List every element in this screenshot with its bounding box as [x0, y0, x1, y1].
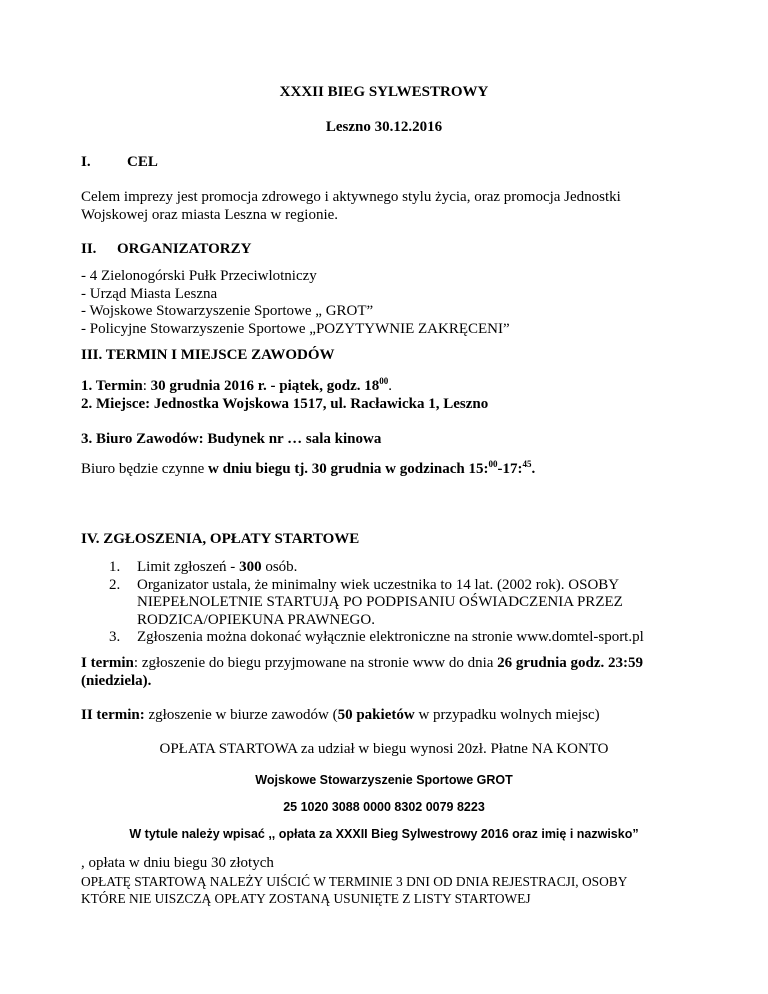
list-item: [81, 559, 696, 577]
fee-footer-line: OPŁATĘ STARTOWĄ NALEŻY UIŚCIĆ W TERMINIE 3 DNI OD DNIA REJESTRACJI, OSOBY: [81, 873, 628, 889]
date-time-sup: 00: [379, 376, 389, 386]
transfer-title-note: W tytule należy wpisać ,, opłata za XXXII Bieg Sylwestrowy 2016 oraz imię i nazwisko”: [129, 827, 639, 841]
office-line: 3. Biuro Zawodów: Budynek nr … sala kinowa: [81, 431, 382, 447]
list-item-number: 2.: [109, 576, 121, 593]
organizer-item: - Wojskowe Stowarzyszenie Sportowe „ GROT”: [81, 303, 374, 319]
section-1-heading: [81, 154, 696, 172]
document-subtitle: Leszno 30.12.2016: [325, 119, 443, 135]
second-term: [81, 707, 696, 725]
section-1-body-line: Celem imprezy jest promocja zdrowego i aktywnego stylu życia, oraz promocja Jednostki: [81, 189, 621, 205]
place-line: 2. Miejsce: Jednostka Wojskowa 1517, ul. Racławicka 1, Leszno: [81, 396, 489, 412]
second-term-label: II termin:: [81, 707, 145, 723]
first-term: [81, 655, 696, 690]
list-item: [81, 629, 696, 647]
fee-footer-line: , opłata w dniu biegu 30 złotych: [81, 855, 274, 871]
list-item-number: 3.: [109, 629, 121, 645]
list-item: [81, 577, 696, 630]
organizer-item: - Urząd Miasta Leszna: [81, 285, 218, 302]
date-colon: :: [142, 378, 151, 394]
list-item-text: Organizator ustala, że minimalny wiek uczestnika to 14 lat. (2002 rok). OSOBY: [137, 576, 620, 593]
packets-count: 50 pakietów: [337, 707, 415, 723]
section-2-title: ORGANIZATORZY: [117, 241, 252, 257]
list-item-number: 1.: [109, 559, 121, 575]
section-2-number: II.: [81, 241, 97, 257]
fee-footer-line: KTÓRE NIE UISZCZĄ OPŁATY ZOSTANĄ USUNIĘTE Z LISTY STARTOWEJ: [81, 891, 531, 906]
section-1-body: [81, 189, 696, 224]
date-value: 30 grudnia 2016 r. - piątek, godz. 18: [150, 378, 380, 394]
office-hours-end: .: [531, 461, 536, 477]
section-4-heading: IV. ZGŁOSZENIA, OPŁATY STARTOWE: [81, 531, 360, 547]
date-line: [81, 378, 696, 396]
second-term-text: zgłoszenie w biurze zawodów (: [144, 707, 338, 723]
list-item-text: RODZICA/OPIEKUNA PRAWNEGO.: [137, 611, 375, 628]
limit-value: 300: [239, 559, 262, 575]
section-1-number: I.: [81, 154, 91, 170]
organizer-item: - 4 Zielonogórski Pułk Przeciwlotniczy: [81, 268, 317, 284]
list-item-text: Limit zgłoszeń -: [137, 559, 240, 575]
office-hours-mid: -17:: [497, 461, 523, 477]
fee-footer: [81, 855, 696, 908]
office-hours-line: [81, 461, 696, 479]
list-item-text: osób.: [261, 559, 298, 575]
section-2-heading: [81, 241, 696, 259]
date-label: 1. Termin: [81, 378, 143, 394]
list-item-text: Zgłoszenia można dokonać wyłącznie elektroniczne na stronie www.domtel-sport.pl: [137, 629, 644, 645]
account-holder: Wojskowe Stowarzyszenie Sportowe GROT: [255, 773, 513, 787]
first-term-day: (niedziela).: [81, 672, 152, 689]
date-end: .: [388, 378, 392, 394]
first-term-deadline: 26 grudnia godz. 23:59: [497, 655, 644, 671]
document-title: XXXII BIEG SYLWESTROWY: [279, 84, 489, 100]
second-term-text: w przypadku wolnych miejsc): [414, 707, 600, 723]
section-1-title: CEL: [127, 154, 158, 170]
office-hours-prefix: Biuro będzie czynne: [81, 461, 209, 477]
registration-list: [81, 559, 696, 647]
office-hours-sup: 00: [488, 459, 498, 469]
section-1-body-line: Wojskowej oraz miasta Leszna w regionie.: [81, 206, 339, 223]
section-3-heading: III. TERMIN I MIEJSCE ZAWODÓW: [81, 347, 335, 363]
organizers-list: [81, 268, 696, 338]
office-hours-sup: 45: [522, 459, 532, 469]
list-item-text: NIEPEŁNOLETNIE STARTUJĄ PO PODPISANIU OŚWIADCZENIA PRZEZ: [137, 594, 623, 610]
organizer-item: - Policyjne Stowarzyszenie Sportowe „POZYTYWNIE ZAKRĘCENI”: [81, 320, 510, 337]
fee-line: OPŁATA STARTOWA za udział w biegu wynosi 20zł. Płatne NA KONTO: [159, 741, 609, 757]
first-term-label: I termin: [81, 655, 134, 671]
account-number: 25 1020 3088 0000 8302 0079 8223: [283, 800, 485, 814]
first-term-text: : zgłoszenie do biegu przyjmowane na stronie www do dnia: [133, 655, 498, 671]
office-hours-date: w dniu biegu tj. 30 grudnia w godzinach 15:: [208, 461, 489, 477]
